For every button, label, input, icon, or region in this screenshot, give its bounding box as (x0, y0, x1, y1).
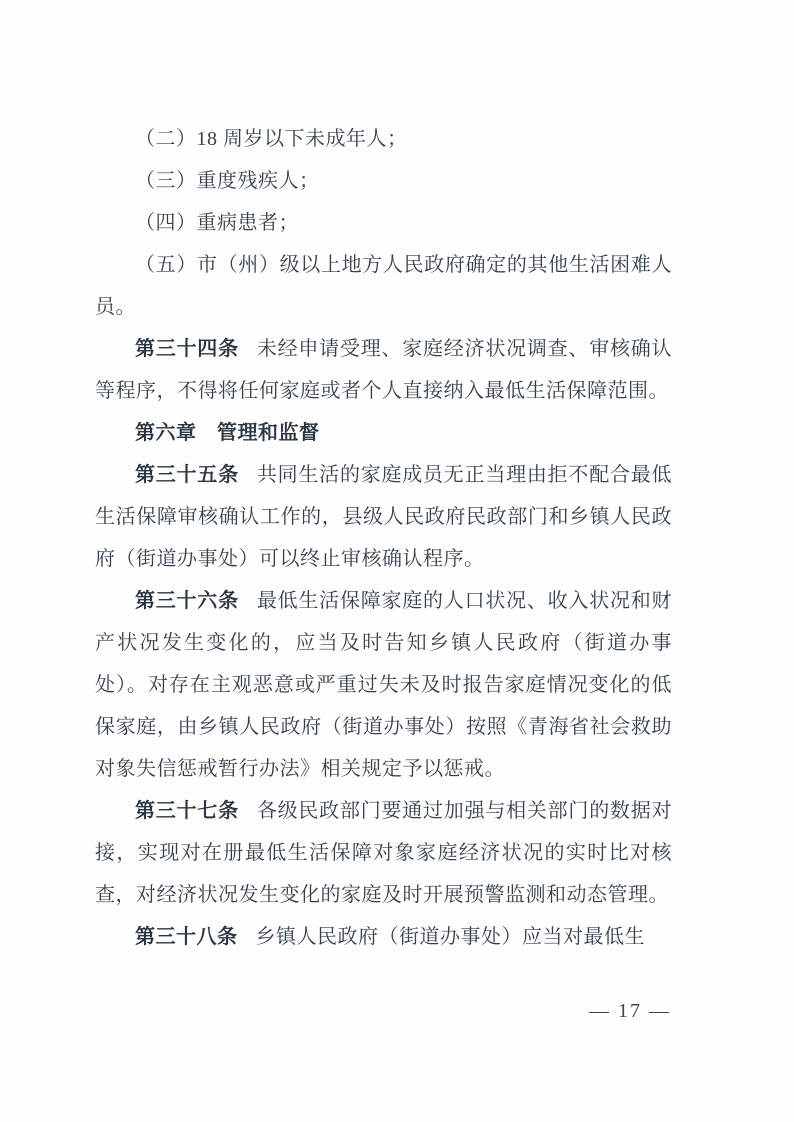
article-38-paragraph (95, 916, 672, 958)
article-37-number: 第三十七条 (135, 800, 239, 822)
article-34-number: 第三十四条 (135, 338, 239, 360)
list-item-2-text: （二）18 周岁以下未成年人； (135, 128, 408, 150)
list-item-5 (95, 244, 672, 328)
list-item-4 (95, 202, 672, 244)
list-item-3-text: （三）重度残疾人； (135, 170, 320, 192)
article-35-text: 共同生活的家庭成员无正当理由拒不配合最低生活保障审核确认工作的，县级人民政府民政部门和乡镇人民政府（街道办事处）可以终止审核确认程序。 (95, 464, 673, 570)
list-item-3 (95, 160, 672, 202)
list-item-2 (95, 118, 672, 160)
article-35-number: 第三十五条 (135, 464, 239, 486)
article-38-number: 第三十八条 (135, 926, 238, 948)
article-34-paragraph (95, 328, 672, 412)
page-number: — 17 — (589, 1000, 671, 1022)
article-35-paragraph (95, 454, 672, 580)
article-37-text: 各级民政部门要通过加强与相关部门的数据对接，实现对在册最低生活保障对象家庭经济状况的实时比对核查，对经济状况发生变化的家庭及时开展预警监测和动态管理。 (95, 800, 673, 906)
article-38-text: 乡镇人民政府（街道办事处）应当对最低生 (255, 926, 645, 948)
chapter-6-heading: 第六章 管理和监督 (135, 422, 320, 444)
document-body (95, 118, 672, 958)
list-item-4-text: （四）重病患者； (135, 212, 299, 234)
article-36-paragraph (95, 580, 672, 790)
list-item-5-text: （五）市（州）级以上地方人民政府确定的其他生活困难人员。 (95, 254, 672, 318)
article-36-text: 最低生活保障家庭的人口状况、收入状况和财产状况发生变化的，应当及时告知乡镇人民政府（街道办事处）。对存在主观恶意或严重过失未及时报告家庭情况变化的低保家庭，由乡镇人民政府（街道办事处）按照《青海省社会救助对象失信惩戒暂行办法》相关规定予以惩戒。 (95, 590, 673, 780)
article-36-number: 第三十六条 (135, 590, 239, 612)
article-37-paragraph (95, 790, 672, 916)
article-34-text: 未经申请受理、家庭经济状况调查、审核确认等程序，不得将任何家庭或者个人直接纳入最低生活保障范围。 (95, 338, 673, 402)
